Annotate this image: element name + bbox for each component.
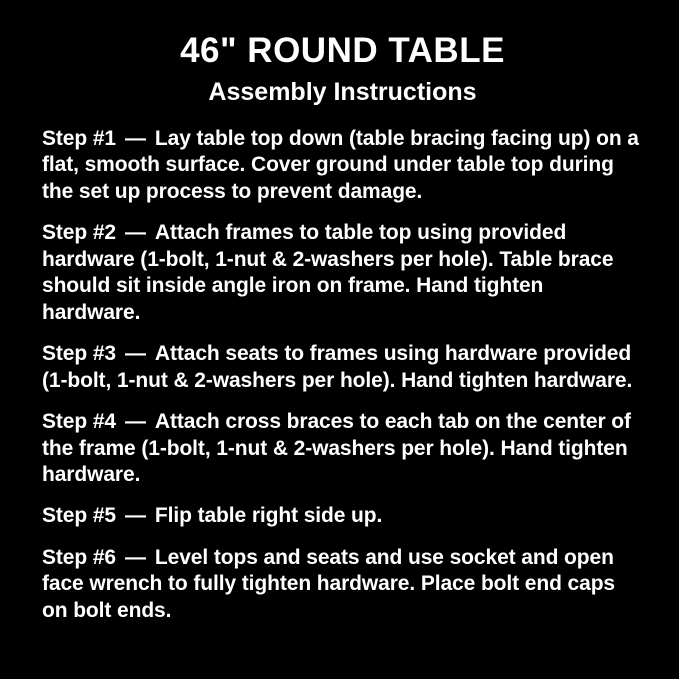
step-3 (42, 341, 643, 394)
step-2-label: Step #2 (42, 221, 116, 245)
step-2 (42, 220, 643, 326)
step-4-label: Step #4 (42, 410, 116, 434)
steps-list (42, 126, 643, 624)
step-6 (42, 545, 643, 624)
page-subtitle: Assembly Instructions (208, 77, 477, 106)
step-4-text: Attach cross braces to each tab on the center of the frame (1-bolt, 1-nut & 2-washers per hole). Hand tighten hardware. (42, 410, 631, 486)
step-5-text: Flip table right side up. (154, 504, 383, 528)
step-4 (42, 409, 643, 488)
step-5-dash: — (125, 504, 146, 528)
step-6-label: Step #6 (42, 545, 116, 569)
step-1-text: Lay table top down (table bracing facing up) on a flat, smooth surface. Cover ground under table top during the set up process to prevent damage. (42, 127, 639, 203)
step-5-label: Step #5 (42, 504, 116, 528)
step-2-dash: — (125, 221, 146, 245)
step-1 (42, 126, 643, 205)
step-3-dash: — (125, 342, 146, 366)
step-6-text: Level tops and seats and use socket and open face wrench to fully tighten hardware. Place bolt end caps on bolt ends. (42, 545, 616, 622)
page-title: 46" ROUND TABLE (180, 31, 505, 70)
step-5 (42, 503, 643, 529)
step-1-label: Step #1 (42, 127, 116, 150)
step-2-text: Attach frames to table top using provided hardware (1-bolt, 1-nut & 2-washers per hole). Table brace should sit inside angle iron on frame. Hand tighten hardware. (42, 221, 614, 324)
step-3-text: Attach seats to frames using hardware provided (1-bolt, 1-nut & 2-washers per hole). Hand tighten hardware. (42, 342, 633, 392)
step-1-dash: — (125, 127, 146, 150)
step-6-dash: — (125, 545, 146, 569)
poster-header (42, 32, 643, 106)
step-4-dash: — (125, 410, 146, 434)
step-3-label: Step #3 (42, 342, 116, 366)
